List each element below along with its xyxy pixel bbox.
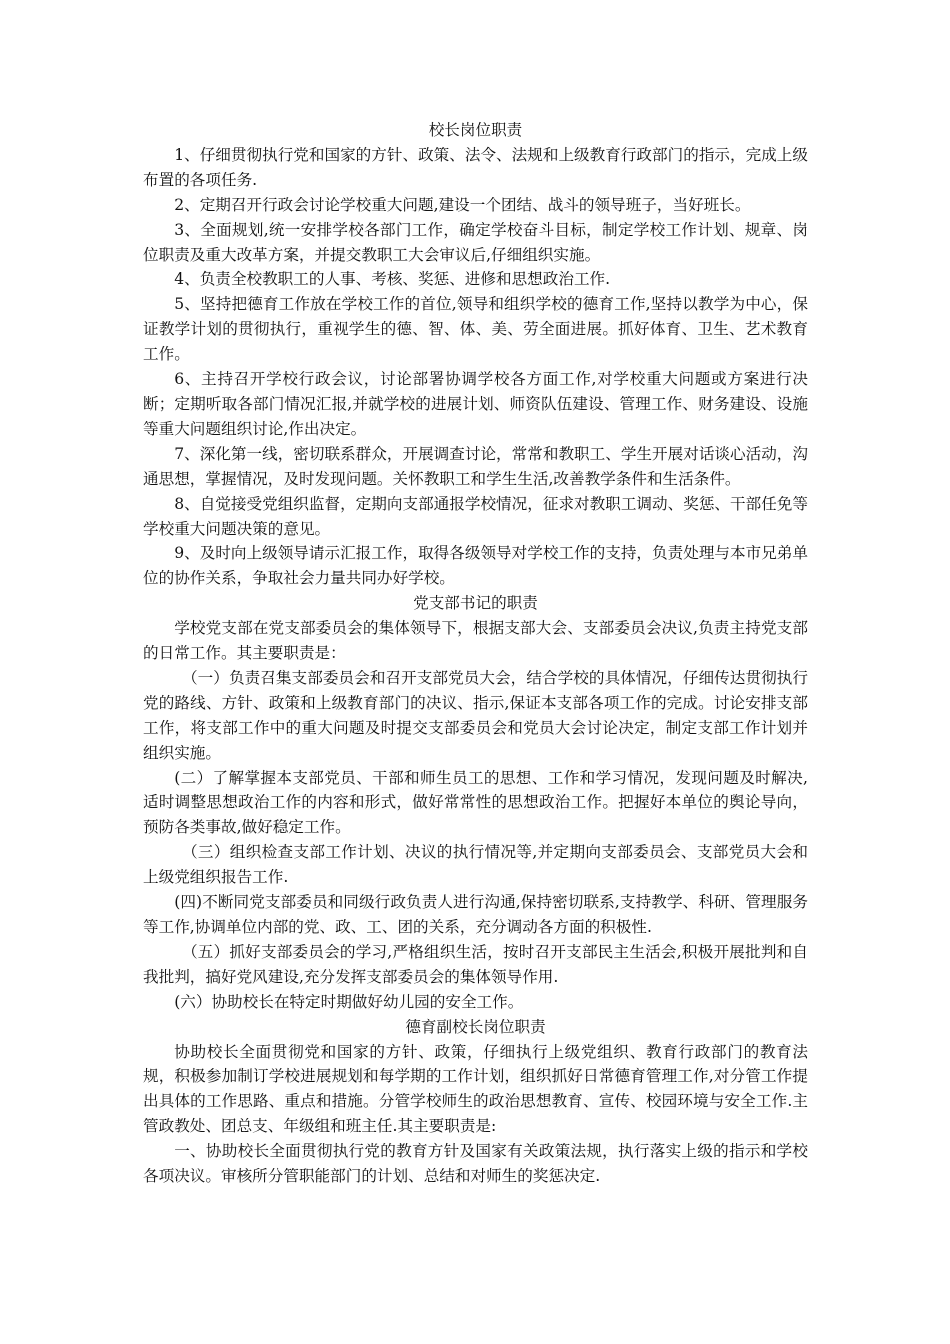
section-title-party-secretary: 党支部书记的职责 (413, 594, 538, 613)
principal-duty-8: 8、自觉接受党组织监督，定期向支部通报学校情况，征求对教职工调动、奖惩、干部任免等学校重大问题决策的意见。 (143, 494, 808, 538)
principal-duty-5: 5、坚持把德育工作放在学校工作的首位,领导和组织学校的德育工作,坚持以教学为中心，保证教学计划的贯彻执行，重视学生的德、智、体、美、劳全面进展。抓好体育、卫生、艺术教育工作。 (143, 295, 808, 364)
secretary-duty-2: (二）了解掌握本支部党员、干部和师生员工的思想、工作和学习情况，发现问题及时解决,适时调整思想政治工作的内容和形式，做好常常性的思想政治工作。把握好本单位的舆论导向，预防各类事故,做好稳定工作。 (143, 768, 808, 837)
principal-duty-3: 3、全面规划,统一安排学校各部门工作，确定学校奋斗目标，制定学校工作计划、规章、岗位职责及重大改革方案，并提交教职工大会审议后,仔细组织实施。 (143, 220, 808, 264)
secretary-duty-6: (六）协助校长在特定时期做好幼儿园的安全工作。 (174, 992, 524, 1011)
principal-duty-6: 6、主持召开学校行政会议，讨论部署协调学校各方面工作,对学校重大问题或方案进行决断；定期听取各部门情况汇报,并就学校的进展计划、师资队伍建设、管理工作、财务建设、设施等重大问题组织讨论,作出决定。 (143, 370, 808, 438)
section-title-principal: 校长岗位职责 (428, 121, 523, 139)
secretary-duty-1: （一）负责召集支部委员会和召开支部党员大会，结合学校的具体情况，仔细传达贯彻执行党的路线、方针、政策和上级教育部门的决议、指示,保证本支部各项工作的完成。讨论安排支部工作，将支部工作中的重大问题及时提交支部委员会和党员大会讨论决定，制定支部工作计划并组织实施。 (143, 668, 808, 762)
vice-principal-duty-1: 一、协助校长全面贯彻执行党的教育方针及国家有关政策法规，执行落实上级的指示和学校各项决议。审核所分管职能部门的计划、总结和对师生的奖惩决定. (143, 1142, 808, 1186)
principal-duty-9: 9、及时向上级领导请示汇报工作，取得各级领导对学校工作的支持，负责处理与本市兄弟单位的协作关系，争取社会力量共同办好学校。 (143, 544, 808, 588)
secretary-duty-4: (四)不断同党支部委员和同级行政负责人进行沟通,保持密切联系,支持教学、科研、管理服务等工作,协调单位内部的党、政、工、团的关系，充分调动各方面的积极性. (143, 893, 808, 936)
section-title-moral-vice-principal: 德育副校长岗位职责 (405, 1017, 546, 1036)
principal-duty-7: 7、深化第一线，密切联系群众，开展调查讨论，常常和教职工、学生开展对话谈心活动，沟通思想，掌握情况，及时发现问题。关怀教职工和学生生活,改善教学条件和生活条件。 (143, 444, 808, 488)
principal-duty-1: 1、仔细贯彻执行党和国家的方针、政策、法令、法规和上级教育行政部门的指示，完成上级布置的各项任务. (143, 145, 808, 189)
document-page (143, 118, 808, 1189)
secretary-duty-5: （五）抓好支部委员会的学习,严格组织生活，按时召开支部民主生活会,积极开展批判和自我批判，搞好党风建设,充分发挥支部委员会的集体领导作用. (143, 942, 808, 986)
principal-duty-4: 4、负责全校教职工的人事、考核、奖惩、进修和思想政治工作. (174, 270, 611, 289)
secretary-duty-3: （三）组织检查支部工作计划、决议的执行情况等,并定期向支部委员会、支部党员大会和上级党组织报告工作. (143, 843, 808, 887)
principal-duty-2: 2、定期召开行政会讨论学校重大问题,建设一个团结、战斗的领导班子，当好班长。 (174, 195, 751, 214)
vice-principal-intro: 协助校长全面贯彻党和国家的方针、政策，仔细执行上级党组织、教育行政部门的教育法规，积极参加制订学校进展规划和每学期的工作计划，组织抓好日常德育管理工作,对分管工作提出具体的工作思路、重点和措施。分管学校师生的政治思想教育、宣传、校园环境与安全工作.主管政教处、团总支、年级组和班主任.其主要职责是: (143, 1042, 808, 1136)
secretary-intro: 学校党支部在党支部委员会的集体领导下，根据支部大会、支部委员会决议,负责主持党支部的日常工作。其主要职责是： (143, 619, 808, 663)
